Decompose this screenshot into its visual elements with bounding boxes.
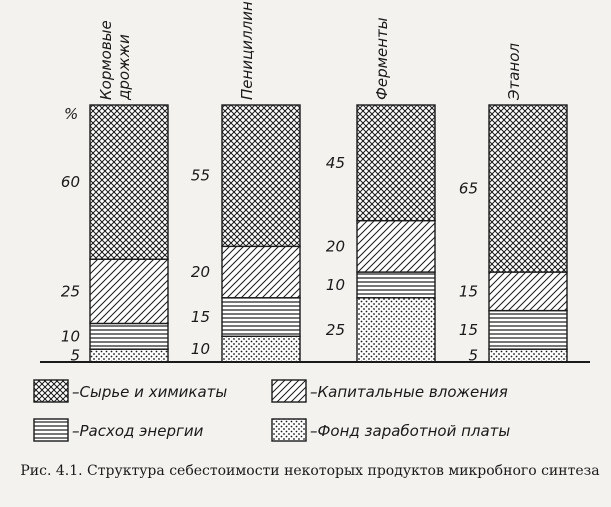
data-label: 15	[458, 282, 478, 301]
category-labels-group	[97, 1, 523, 101]
legend-swatch	[34, 380, 68, 402]
bar-segment	[222, 336, 300, 362]
data-label: 15	[458, 320, 478, 339]
bar-segment	[90, 259, 168, 323]
category-label	[97, 20, 133, 101]
category-label-line: дрожжи	[115, 34, 133, 100]
legend-swatch	[34, 419, 68, 441]
bar-segment	[90, 323, 168, 349]
data-label: 20	[325, 237, 345, 256]
category-label	[373, 17, 391, 100]
data-label: 10	[60, 327, 80, 346]
category-label	[505, 43, 523, 101]
bar-segment	[222, 105, 300, 246]
category-label-line: Ферменты	[373, 17, 391, 100]
data-label: 65	[458, 179, 478, 198]
data-label: 15	[190, 308, 210, 327]
bar-segment	[90, 349, 168, 362]
legend-swatch	[272, 419, 306, 441]
data-label: 45	[325, 153, 345, 172]
data-label: 5	[70, 346, 80, 365]
bar-segment	[222, 246, 300, 297]
legend-label: –Фонд заработной платы	[310, 422, 511, 440]
data-label: 5	[468, 346, 478, 365]
data-label: 60	[60, 173, 80, 192]
category-label	[238, 1, 256, 100]
bar-segment	[489, 272, 567, 311]
bar-segment	[357, 272, 435, 298]
figure-caption: Рис. 4.1. Структура себестоимости некоторых продуктов микробного синтеза	[20, 463, 600, 479]
bar-segment	[357, 221, 435, 272]
bar-segment	[489, 349, 567, 362]
data-label: 55	[190, 166, 210, 185]
legend-label: –Расход энергии	[72, 422, 204, 440]
bar-segment	[357, 105, 435, 221]
legend	[34, 380, 510, 441]
data-label: 10	[325, 275, 345, 294]
category-label-line: Кормовые	[97, 20, 115, 100]
data-label: 20	[190, 263, 210, 282]
legend-label: –Сырье и химикаты	[72, 383, 228, 401]
bar-segment	[222, 298, 300, 337]
bar-segment	[90, 105, 168, 259]
data-label: 25	[325, 320, 345, 339]
bar-segment	[489, 105, 567, 272]
data-label: 10	[190, 340, 210, 359]
bar-segment	[489, 311, 567, 350]
legend-swatch	[272, 380, 306, 402]
bar-segment	[357, 298, 435, 362]
legend-label: –Капитальные вложения	[310, 383, 508, 401]
data-label: 25	[60, 282, 80, 301]
category-label-line: Пенициллин	[238, 1, 256, 100]
category-label-line: Этанол	[505, 43, 523, 100]
unit-label: %	[64, 105, 79, 123]
